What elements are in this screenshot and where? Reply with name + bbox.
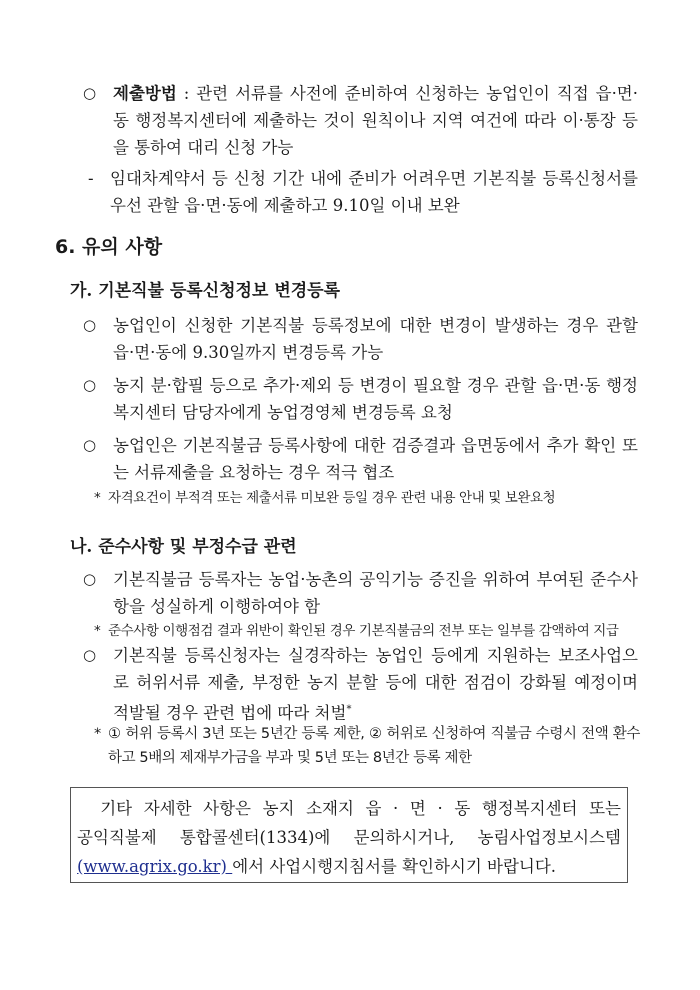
circle-bullet-icon: ○	[83, 316, 97, 334]
list-item: ○ 기본직불 등록신청자는 실경작하는 농업인 등에게 지원하는 보조사업으로 허위서류 제출, 부정한 농지 분할 등에 대한 점검이 강화될 예정이며 적발될 경우 관련 법에 따라 처벌*	[83, 642, 638, 727]
circle-bullet-icon: ○	[83, 436, 97, 454]
footnote: * 자격요건이 부적격 또는 제출서류 미보완 등일 경우 관련 내용 안내 및 보완요청	[94, 487, 640, 510]
submission-text: : 관련 서류를 사전에 준비하여 신청하는 농업인이 직접 읍·면·동 행정복지센터에 제출하는 것이 원칙이나 지역 여건에 따라 이·통장 등을 통하여 대리 신청 가능	[113, 84, 638, 157]
submission-method-item	[83, 80, 638, 161]
list-item: ○ 기본직불금 등록자는 농업·농촌의 공익기능 증진을 위하여 부여된 준수사항을 성실하게 이행하여야 함	[83, 566, 638, 620]
dash-bullet-icon: -	[88, 169, 94, 188]
submission-sub-item	[88, 165, 638, 219]
submission-label: 제출방법	[113, 84, 177, 103]
section-6-title: 6. 유의 사항	[55, 236, 163, 258]
footnote: * ① 허위 등록시 3년 또는 5년간 등록 제한, ② 허위로 신청하여 직불금 수령시 전액 환수하고 5배의 제재부가금을 부과 및 5년 또는 8년간 등록 제한	[94, 722, 640, 770]
subsection-b-title: 나. 준수사항 및 부정수급 관련	[70, 537, 297, 557]
agrix-link[interactable]: (www.agrix.go.kr)	[77, 857, 233, 876]
circle-bullet-icon: ○	[83, 84, 97, 102]
submission-sub-text: 임대차계약서 등 신청 기간 내에 준비가 어려우면 기본직불 등록신청서를 우선 관할 읍·면·동에 제출하고 9.10일 이내 보완	[110, 169, 638, 215]
subsection-a-title: 가. 기본직불 등록신청정보 변경등록	[70, 281, 341, 301]
circle-bullet-icon: ○	[83, 646, 97, 664]
asterisk-icon: *	[94, 623, 101, 639]
list-item: ○ 농지 분·합필 등으로 추가·제외 등 변경이 필요할 경우 관할 읍·면·동 행정복지센터 담당자에게 농업경영체 변경등록 요청	[83, 372, 638, 426]
info-box: 기타 자세한 사항은 농지 소재지 읍 · 면 · 동 행정복지센터 또는 공익직불제 통합콜센터(1334)에 문의하시거나, 농림사업정보시스템 (www.agrix.go.kr) 에서 사업시행지침서를 확인하시기 바랍니다.	[70, 787, 628, 883]
footnote-marker: *	[346, 704, 352, 715]
circle-bullet-icon: ○	[83, 376, 97, 394]
asterisk-icon: *	[94, 726, 101, 742]
footnote: * 준수사항 이행점검 결과 위반이 확인된 경우 기본직불금의 전부 또는 일부를 감액하여 지급	[94, 620, 640, 643]
asterisk-icon: *	[94, 490, 101, 506]
list-item: ○ 농업인이 신청한 기본직불 등록정보에 대한 변경이 발생하는 경우 관할 읍·면·동에 9.30일까지 변경등록 가능	[83, 312, 638, 366]
circle-bullet-icon: ○	[83, 570, 97, 588]
list-item: ○ 농업인은 기본직불금 등록사항에 대한 검증결과 읍면동에서 추가 확인 또는 서류제출을 요청하는 경우 적극 협조	[83, 432, 638, 486]
